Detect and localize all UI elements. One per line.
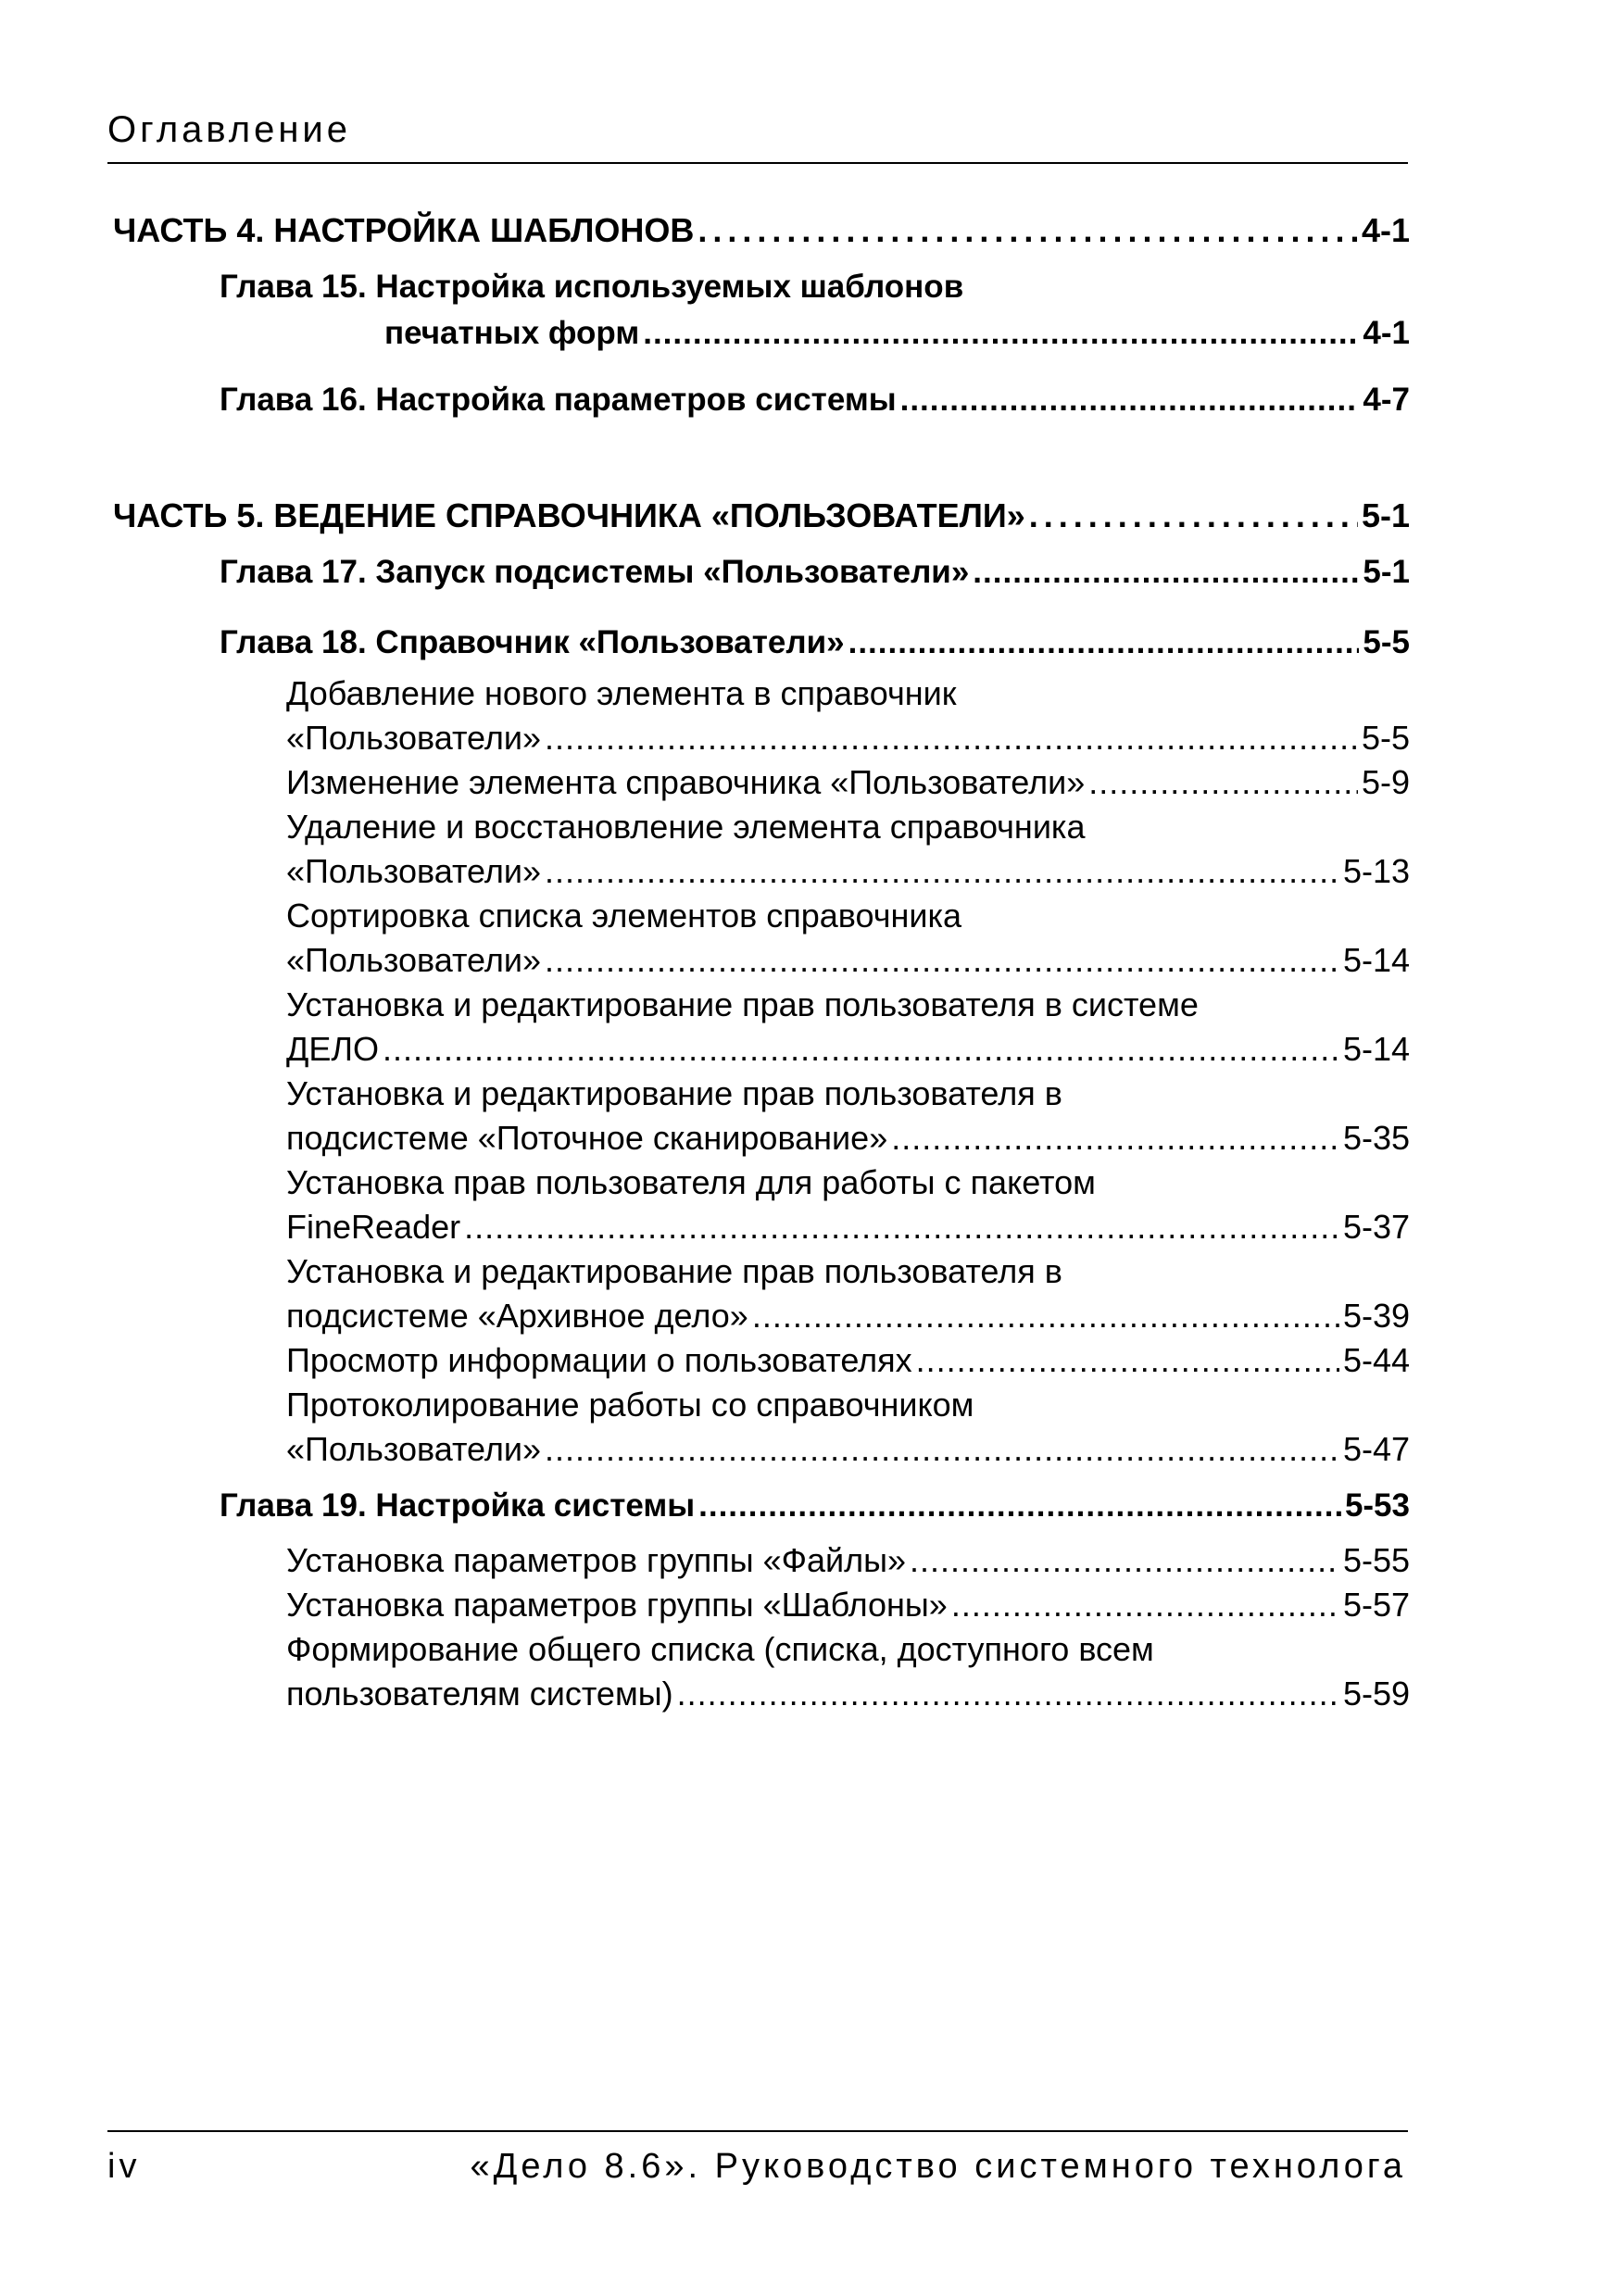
dot-leader xyxy=(752,1297,1339,1336)
dot-leader xyxy=(643,315,1359,352)
header-title: Оглавление xyxy=(107,109,352,150)
toc-section[interactable] xyxy=(286,1586,1410,1625)
toc-entry-page: 5-9 xyxy=(1361,763,1410,801)
toc-section-line1[interactable]: Установка и редактирование прав пользователя в xyxy=(286,1252,1062,1290)
toc-entry-title: Изменение элемента справочника «Пользователи» xyxy=(286,763,1086,801)
toc-entry-page: 4-1 xyxy=(1361,211,1410,249)
dot-leader xyxy=(900,382,1360,419)
toc-entry-page: 5-14 xyxy=(1342,941,1410,979)
dot-leader xyxy=(383,1030,1339,1069)
dot-leader xyxy=(1029,496,1358,535)
toc-entry-title: Просмотр информации о пользователях xyxy=(286,1341,912,1379)
dot-leader xyxy=(698,1487,1341,1524)
toc-entry-title: Глава 19. Настройка системы xyxy=(220,1487,696,1524)
toc-entry-title: ЧАСТЬ 4. НАСТРОЙКА ШАБЛОНОВ xyxy=(113,211,695,249)
toc-chapter-15[interactable] xyxy=(384,315,1410,352)
toc-section[interactable] xyxy=(286,1208,1410,1247)
toc-entry-page: 5-35 xyxy=(1342,1119,1410,1157)
footer-divider xyxy=(107,2130,1408,2132)
toc-section-line1[interactable]: Формирование общего списка (списка, доступного всем xyxy=(286,1630,1154,1668)
toc-entry-title: печатных форм xyxy=(384,315,640,351)
toc-chapter-16[interactable] xyxy=(220,382,1410,419)
toc-section-line1[interactable]: Удаление и восстановление элемента справочника xyxy=(286,808,1086,846)
toc-entry-title: Установка параметров группы «Файлы» xyxy=(286,1541,906,1579)
toc-section-line1[interactable]: Установка и редактирование прав пользователя в xyxy=(286,1074,1062,1112)
toc-section-line1[interactable]: Сортировка списка элементов справочника xyxy=(286,897,962,935)
dot-leader xyxy=(973,554,1359,591)
dot-leader xyxy=(951,1586,1339,1625)
toc-entry-title: Глава 16. Настройка параметров системы xyxy=(220,382,897,418)
toc-entry-title: «Пользователи» xyxy=(286,941,542,979)
dot-leader xyxy=(910,1541,1339,1580)
toc-entry-title: FineReader xyxy=(286,1208,461,1246)
dot-leader xyxy=(545,1430,1339,1469)
toc-section-line1[interactable]: Протоколирование работы со справочником xyxy=(286,1386,974,1424)
toc-entry-page: 5-39 xyxy=(1342,1297,1410,1335)
toc-entry-title: ЧАСТЬ 5. ВЕДЕНИЕ СПРАВОЧНИКА «ПОЛЬЗОВАТЕЛИ» xyxy=(113,496,1025,534)
toc-entry-page: 5-5 xyxy=(1363,624,1410,660)
toc-part-5[interactable] xyxy=(113,496,1410,535)
toc-section-line1[interactable]: Установка и редактирование прав пользователя в системе xyxy=(286,985,1199,1023)
toc-entry-page: 5-1 xyxy=(1363,554,1410,590)
dot-leader xyxy=(1088,763,1358,802)
toc-section[interactable] xyxy=(286,1341,1410,1380)
footer-title: «Дело 8.6». Руководство системного технолога xyxy=(470,2147,1406,2186)
toc-entry-title: «Пользователи» xyxy=(286,719,542,757)
toc-entry-title: Глава 18. Справочник «Пользователи» xyxy=(220,624,845,660)
toc-section[interactable] xyxy=(286,1430,1410,1469)
toc-section[interactable] xyxy=(286,1030,1410,1069)
dot-leader xyxy=(697,211,1358,250)
dot-leader xyxy=(545,941,1339,980)
toc-section[interactable] xyxy=(286,941,1410,980)
toc-entry-page: 5-55 xyxy=(1342,1541,1410,1579)
toc-entry-title: Установка параметров группы «Шаблоны» xyxy=(286,1586,948,1624)
toc-chapter-19[interactable] xyxy=(220,1487,1410,1524)
toc-chapter-17[interactable] xyxy=(220,554,1410,591)
toc-part-4[interactable] xyxy=(113,211,1410,250)
dot-leader xyxy=(545,852,1339,891)
toc-entry-title: пользователям системы) xyxy=(286,1675,673,1713)
toc-section[interactable] xyxy=(286,1675,1410,1713)
toc-section[interactable] xyxy=(286,763,1410,802)
toc-entry-page: 5-1 xyxy=(1361,496,1410,534)
dot-leader xyxy=(848,624,1360,661)
toc-entry-page: 5-5 xyxy=(1361,719,1410,757)
toc-section[interactable] xyxy=(286,1119,1410,1158)
toc-entry-page: 5-59 xyxy=(1342,1675,1410,1713)
toc-entry-page: 5-13 xyxy=(1342,852,1410,890)
toc-entry-title: ДЕЛО xyxy=(286,1030,380,1068)
dot-leader xyxy=(916,1341,1339,1380)
toc-section[interactable] xyxy=(286,1297,1410,1336)
dot-leader xyxy=(677,1675,1339,1713)
toc-entry-title: «Пользователи» xyxy=(286,1430,542,1468)
toc-entry-title: Глава 17. Запуск подсистемы «Пользователи» xyxy=(220,554,970,590)
toc-entry-page: 5-57 xyxy=(1342,1586,1410,1624)
toc-entry-page: 5-47 xyxy=(1342,1430,1410,1468)
toc-section-line1[interactable]: Добавление нового элемента в справочник xyxy=(286,674,957,712)
toc-section[interactable] xyxy=(286,719,1410,758)
toc-chapter-15-line1[interactable]: Глава 15. Настройка используемых шаблонов xyxy=(220,269,964,305)
toc-entry-page: 5-14 xyxy=(1342,1030,1410,1068)
toc-entry-page: 5-37 xyxy=(1342,1208,1410,1246)
toc-section[interactable] xyxy=(286,852,1410,891)
toc-entry-page: 4-7 xyxy=(1363,382,1410,418)
dot-leader xyxy=(545,719,1358,758)
toc-chapter-18[interactable] xyxy=(220,624,1410,661)
toc-section-line1[interactable]: Установка прав пользователя для работы с пакетом xyxy=(286,1163,1096,1201)
toc-entry-title: подсистеме «Архивное дело» xyxy=(286,1297,748,1335)
toc-entry-page: 5-53 xyxy=(1344,1487,1410,1524)
footer-page-number: iv xyxy=(107,2147,141,2186)
toc-section[interactable] xyxy=(286,1541,1410,1580)
toc-entry-page: 5-44 xyxy=(1342,1341,1410,1379)
dot-leader xyxy=(464,1208,1339,1247)
toc-entry-page: 4-1 xyxy=(1363,315,1410,351)
toc-entry-title: «Пользователи» xyxy=(286,852,542,890)
dot-leader xyxy=(891,1119,1339,1158)
toc-entry-title: подсистеме «Поточное сканирование» xyxy=(286,1119,888,1157)
